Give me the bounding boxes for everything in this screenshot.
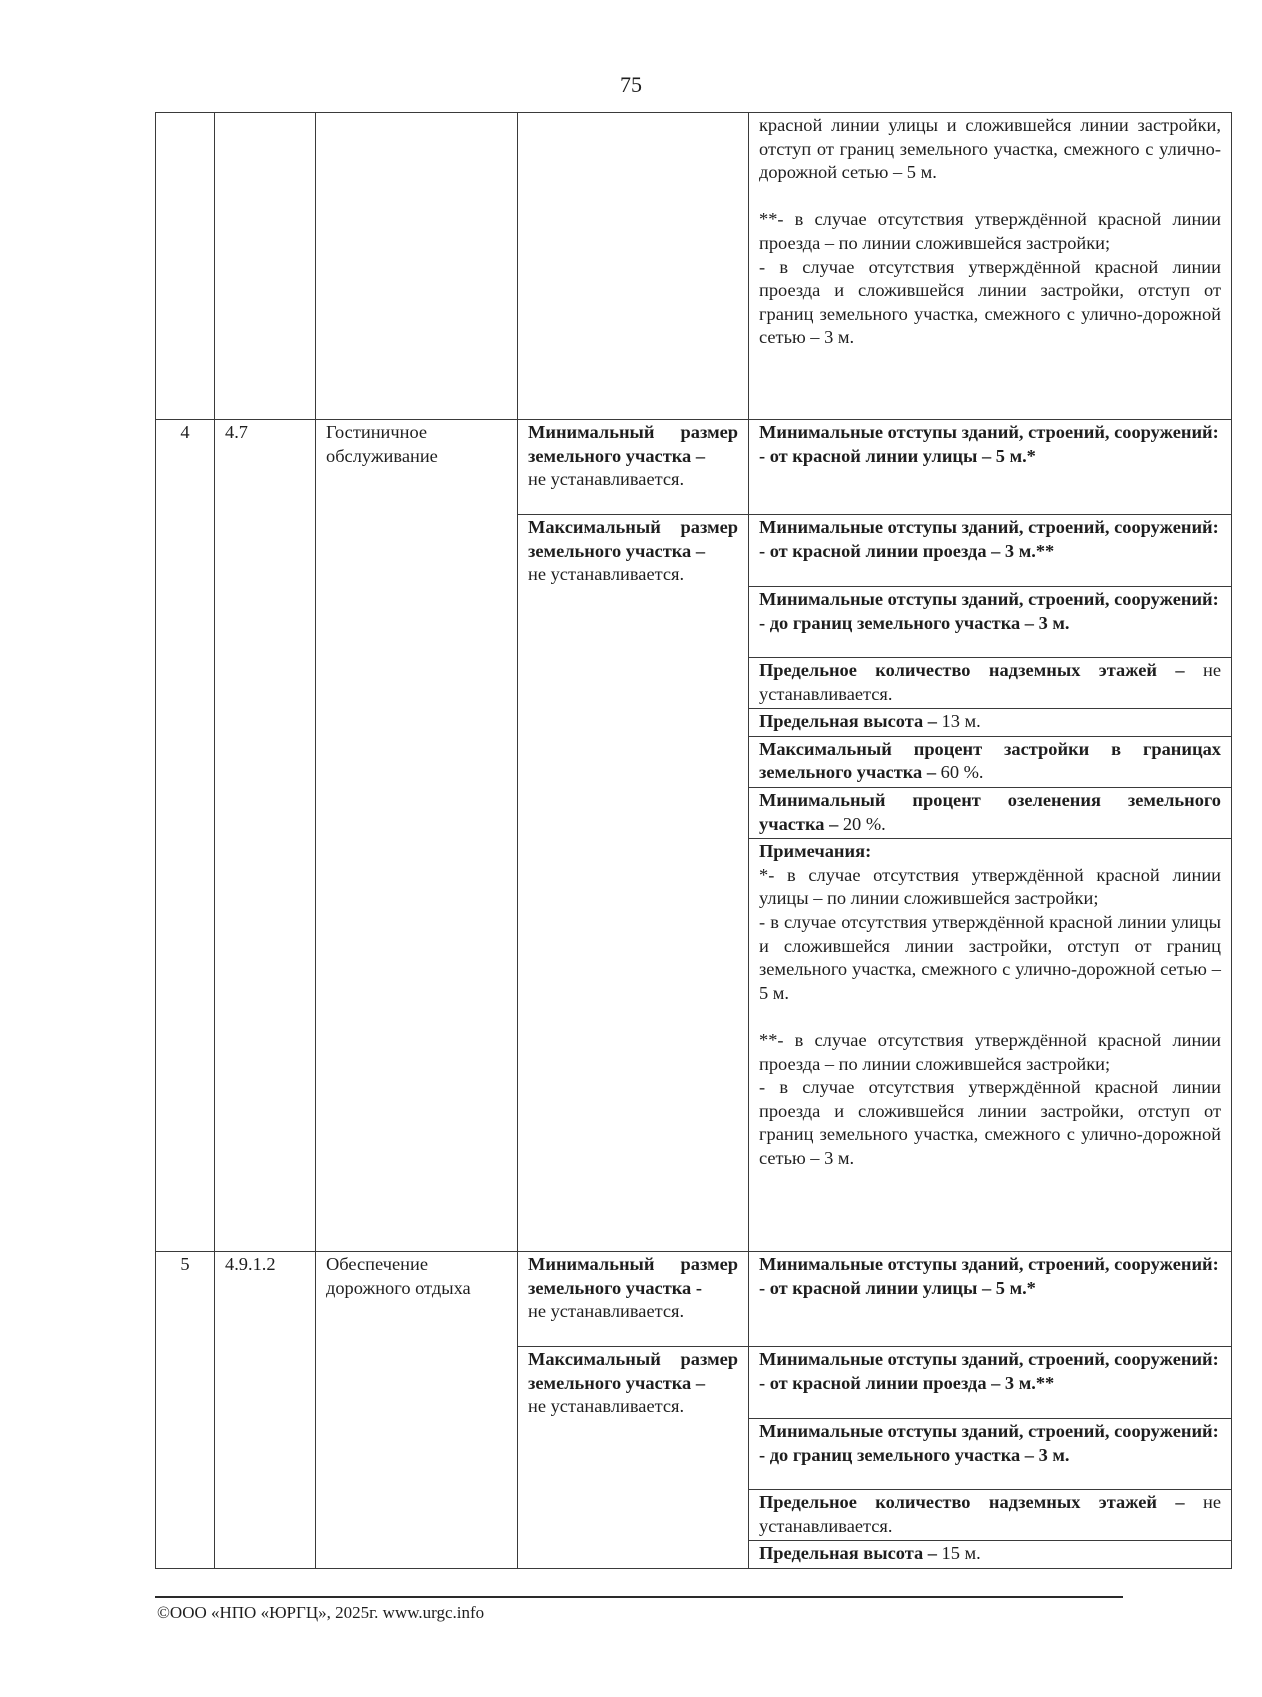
note-text: **- в случае отсутствия утверждённой красной линии проезда – по линии сложившейся застройки; bbox=[759, 1029, 1221, 1074]
min-plot-size: Минимальный размер земельного участка – не устанавливается. bbox=[518, 420, 749, 515]
cell-params-continuation bbox=[749, 113, 1232, 420]
page-number: 75 bbox=[620, 72, 642, 97]
row-code: 4.7 bbox=[215, 420, 316, 1252]
param-floors: Предельное количество надземных этажей – не устанавливается. bbox=[749, 658, 1232, 709]
max-plot-size: Максимальный размер земельного участка – не устанавливается. bbox=[518, 1347, 749, 1569]
cell-name-empty bbox=[316, 113, 518, 420]
note-text: красной линии улицы и сложившейся линии застройки, отступ от границ земельного участка, смежного с улично-дорожной сетью – 5 м. bbox=[759, 115, 1221, 183]
row-code: 4.9.1.2 bbox=[215, 1252, 316, 1569]
param-setback-driveway: Минимальные отступы зданий, строений, сооружений: - от красной линии проезда – 3 м.** bbox=[749, 515, 1232, 587]
max-plot-size: Максимальный размер земельного участка – не устанавливается. bbox=[518, 515, 749, 1252]
param-min-greenery: Минимальный процент озеленения земельного участка – 20 %. bbox=[749, 787, 1232, 838]
param-setback-plot: Минимальные отступы зданий, строений, сооружений: - до границ земельного участка – 3 м. bbox=[749, 587, 1232, 658]
param-height: Предельная высота – 13 м. bbox=[749, 709, 1232, 737]
table-row-4 bbox=[156, 420, 1232, 515]
regulations-table bbox=[155, 112, 1232, 1569]
note-text: **- в случае отсутствия утверждённой красной линии проезда – по линии сложившейся застройки; bbox=[759, 209, 1221, 253]
param-height: Предельная высота – 15 м. bbox=[749, 1541, 1232, 1569]
row-number: 5 bbox=[156, 1252, 215, 1569]
row-use-name: Гостиничное обслуживание bbox=[316, 420, 518, 1252]
footer-divider bbox=[155, 1596, 1123, 1598]
note-text: - в случае отсутствия утверждённой красной линии проезда и сложившейся линии застройки, отступ от границ земельного участка, смежного с улично-дорожной сетью – 3 м. bbox=[759, 1077, 1221, 1168]
param-setback-driveway: Минимальные отступы зданий, строений, сооружений: - от красной линии проезда – 3 м.** bbox=[749, 1347, 1232, 1419]
row-number: 4 bbox=[156, 420, 215, 1252]
param-setback-plot: Минимальные отступы зданий, строений, сооружений: - до границ земельного участка – 3 м. bbox=[749, 1419, 1232, 1490]
param-setback-street: Минимальные отступы зданий, строений, сооружений: - от красной линии улицы – 5 м.* bbox=[749, 1252, 1232, 1347]
notes-heading: Примечания: bbox=[759, 841, 872, 862]
table-row-continuation bbox=[156, 113, 1232, 420]
row-use-name: Обеспечение дорожного отдыха bbox=[316, 1252, 518, 1569]
note-text: *- в случае отсутствия утверждённой красной линии улицы – по линии сложившейся застройки; bbox=[759, 864, 1221, 909]
param-max-coverage: Максимальный процент застройки в границах земельного участка – 60 %. bbox=[749, 736, 1232, 787]
cell-num-empty bbox=[156, 113, 215, 420]
min-plot-size: Минимальный размер земельного участка - не устанавливается. bbox=[518, 1252, 749, 1347]
cell-size-empty bbox=[518, 113, 749, 420]
footer-copyright: ©ООО «НПО «ЮРГЦ», 2025г. www.urgc.info bbox=[157, 1603, 485, 1622]
param-notes bbox=[749, 839, 1232, 1252]
param-setback-street: Минимальные отступы зданий, строений, сооружений: - от красной линии улицы – 5 м.* bbox=[749, 420, 1232, 515]
note-text: - в случае отсутствия утверждённой красной линии проезда и сложившейся линии застройки, отступ от границ земельного участка, смежного с улично-дорожной сетью – 3 м. bbox=[759, 256, 1221, 348]
note-text: - в случае отсутствия утверждённой красной линии улицы и сложившейся линии застройки, отступ от границ земельного участка, смежного с улично-дорожной сетью – 5 м. bbox=[759, 911, 1221, 1003]
table-row-5 bbox=[156, 1252, 1232, 1347]
cell-code-empty bbox=[215, 113, 316, 420]
param-floors: Предельное количество надземных этажей – не устанавливается. bbox=[749, 1490, 1232, 1541]
